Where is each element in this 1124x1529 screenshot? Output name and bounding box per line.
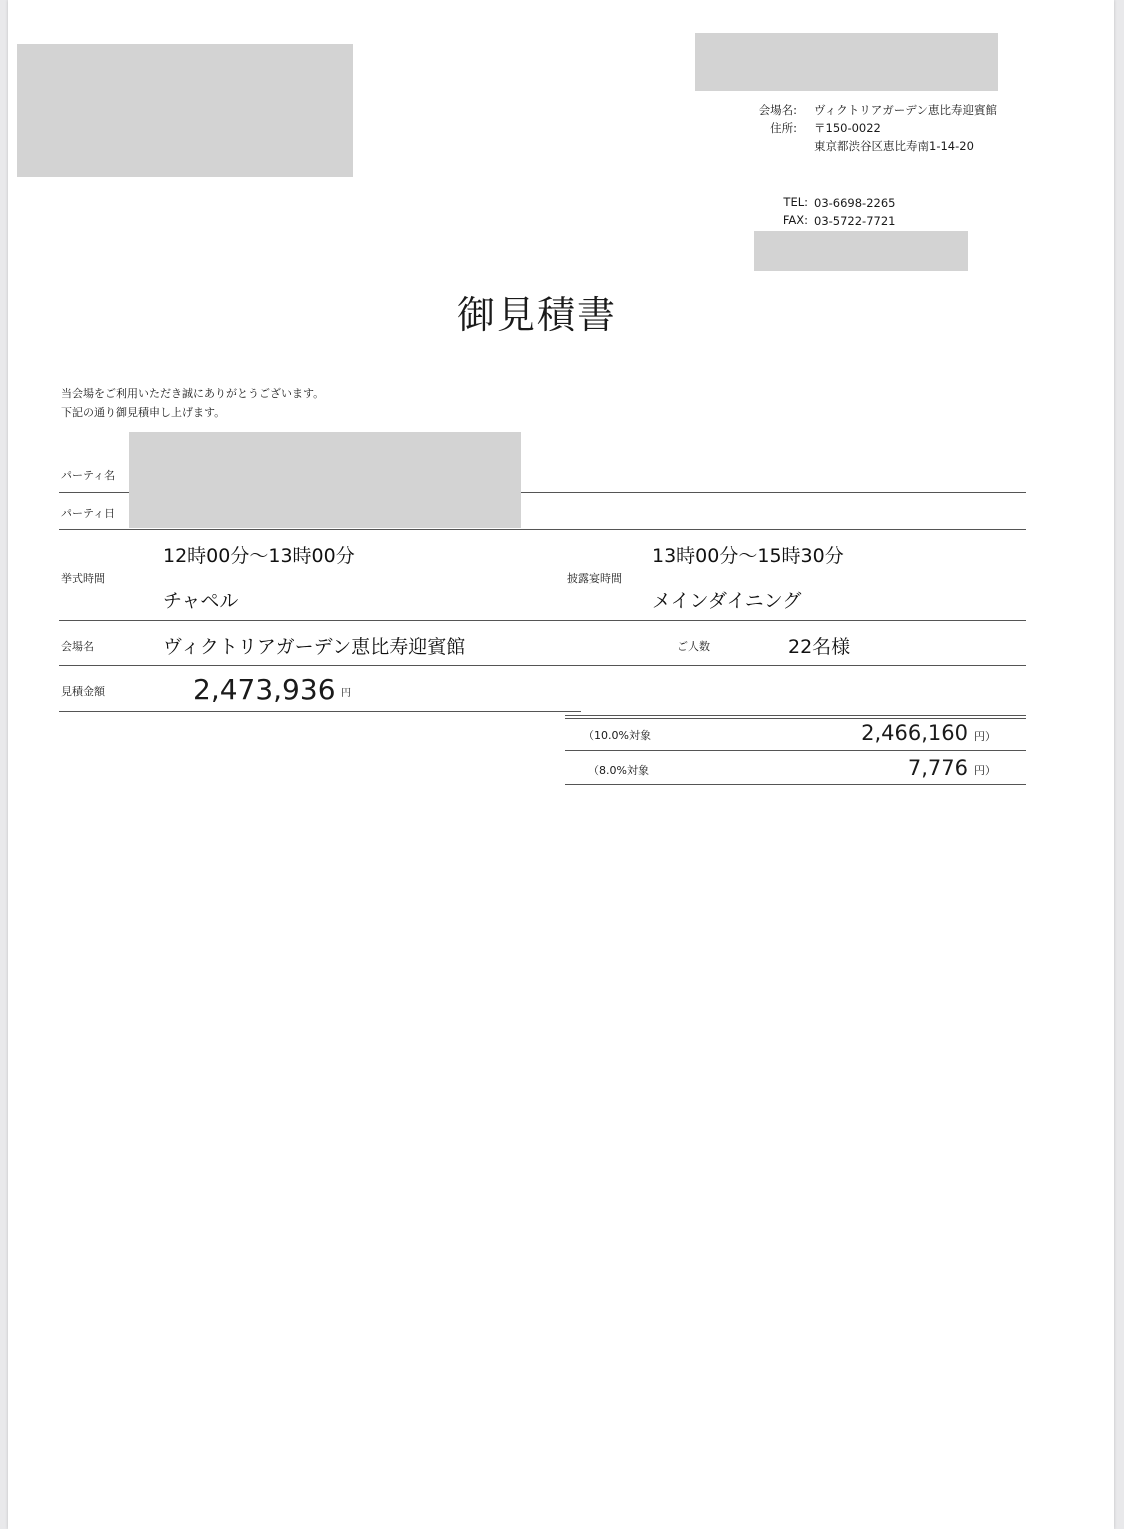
ceremony-label: 挙式時間 [61, 572, 105, 585]
ceremony-place: チャペル [163, 590, 239, 612]
reception-place: メインダイニング [652, 590, 802, 612]
tax-10-amount: 2,466,160 [861, 721, 968, 745]
tax-top-rule-2 [565, 718, 1026, 719]
redacted-company-name [695, 33, 998, 91]
tel-number: 03-6698-2265 [814, 196, 896, 210]
venue-label: 会場名: [758, 103, 797, 117]
greeting [61, 384, 324, 422]
party-date-rule [59, 529, 1026, 530]
tax-8-label: （8.0%対象 [588, 764, 649, 777]
estimate-rule [59, 711, 581, 712]
fax-label: FAX: [782, 213, 808, 227]
tax-8-suffix: 円） [974, 764, 996, 777]
time-rule [59, 620, 1026, 621]
redacted-party-info [129, 432, 521, 528]
reception-time: 13時00分〜15時30分 [652, 545, 844, 567]
party-name-label: パーティ名 [61, 469, 116, 482]
venue-info-labels [698, 101, 797, 137]
contact-labels [698, 193, 808, 229]
guests-value: 22名様 [788, 636, 851, 658]
document-title: 御見積書 [456, 293, 617, 337]
address-label: 住所: [770, 121, 797, 135]
ceremony-time: 12時00分〜13時00分 [163, 545, 355, 567]
guests-label: ご人数 [677, 640, 710, 653]
tax-10-rule [565, 750, 1026, 751]
estimate-page [8, 0, 1114, 1529]
tax-10-label: （10.0%対象 [583, 729, 651, 742]
tax-10-suffix: 円） [974, 730, 996, 743]
fax-number: 03-5722-7721 [814, 214, 896, 228]
postal-code: 〒150-0022 [814, 121, 881, 135]
address: 東京都渋谷区恵比寿南1-14-20 [814, 139, 974, 153]
venue-row-label: 会場名 [61, 640, 94, 653]
tax-top-rule-1 [565, 715, 1026, 716]
venue-info-values [814, 101, 1044, 155]
estimate-label: 見積金額 [61, 685, 105, 698]
venue-row-value: ヴィクトリアガーデン恵比寿迎賓館 [163, 636, 466, 658]
redacted-logo [17, 44, 353, 177]
tax-8-amount: 7,776 [907, 756, 968, 780]
greeting-line-2: 下記の通り御見積申し上げます。 [61, 406, 226, 419]
venue-name: ヴィクトリアガーデン恵比寿迎賓館 [814, 103, 997, 117]
tax-8-rule [565, 784, 1026, 785]
venue-rule [59, 665, 1026, 666]
redacted-contact [754, 231, 968, 271]
contact-values [814, 194, 1014, 230]
reception-label: 披露宴時間 [567, 572, 622, 585]
greeting-line-1: 当会場をご利用いただき誠にありがとうございます。 [61, 387, 325, 400]
party-date-label: パーティ日 [61, 507, 116, 520]
estimate-yen: 円 [341, 688, 351, 699]
tel-label: TEL: [783, 195, 808, 209]
estimate-amount: 2,473,936 [193, 673, 336, 706]
